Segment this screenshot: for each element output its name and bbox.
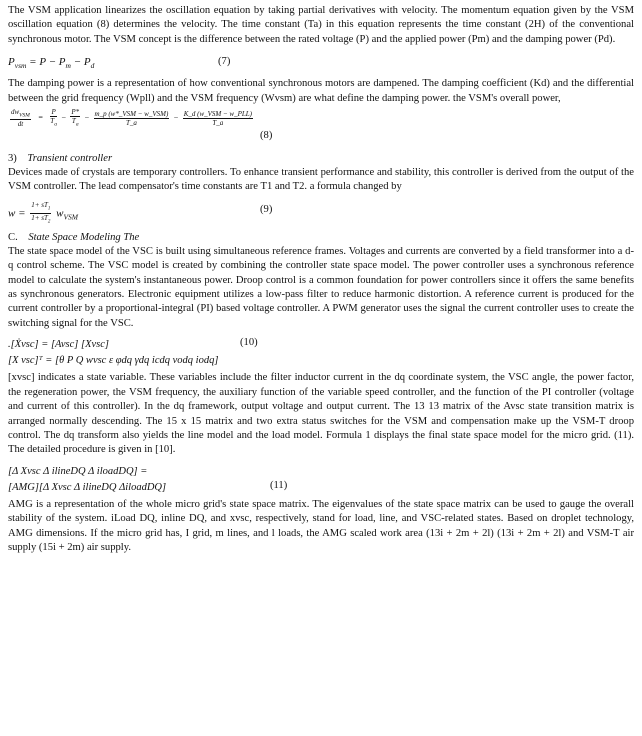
equation-number-8: (8) xyxy=(260,130,273,142)
eq7-sub-m: m xyxy=(65,61,71,71)
eq11-line2: [AMG][Δ Xvsc Δ ilineDQ ΔiloadDQ] xyxy=(8,481,167,493)
paragraph-amg-matrix: AMG is a representation of the whole micro grid's state space matrix. The eigenvalues of the state space matrix can be used to gauge the overall stability of the system. iLoad DQ, inline DQ, and xvsc, respectively, stand for load, line, and VSC-related states. Based on droplet technology, AMG dimensions. If the micro grid has, I grid, m lines, and l loads, the AMG scaled work area (13i + 2m + 2l) (13i + 2m + 2l) and VSM-T air supply (15i + 2m) air supply. xyxy=(8,498,634,553)
equation-8: $\frac{dw_{VSM}}{dt}$ = $\frac{P}{T_a}$ − $\frac{P*}{T_a}$ − $\frac{\text{m\_p (w*\_VSM − w\_VSM)}}{T\_a}$ − $\frac{\text{K\_d (w\_VSM − w\_PLL)}}{T\_a}$ (8) xyxy=(11,108,273,142)
eq7-lhs-sub: vsm xyxy=(14,61,27,71)
heading-title: State Space Modeling The xyxy=(28,231,140,243)
eq7-rhs2: − P xyxy=(73,56,91,69)
eq9-lhs: w = xyxy=(8,207,26,220)
section-heading-transient xyxy=(8,152,634,166)
eq8-term3: $\frac{\text{m\_p (w*\_VSM − w\_VSM)}}{T\_a}$ xyxy=(94,109,169,127)
paragraph-state-variables: [xvsc] indicates a state variable. These variables include the filter inductor current in the dq coordinate system, the VSC angle, the power factor, the regeneration power, the VSM frequency, the auxiliary function of the variable speed controller, and the function of the PI controller (voltage and current of this controller). In the dq framework, output voltage and output current. The 13 13 matrix of the Avsc state transition matrix is arranged normally descending. The 15 x 15 matrix and two extra status switches for the VSM and compensation make up the VSM-T droop control. The dq transform also yields the line model and the load model. Formula 1 displays the final state space model for the micro grid. (11). The detailed procedure is given in [10]. xyxy=(8,372,634,456)
equation-7 xyxy=(8,47,634,77)
eq9-lead-frac: $\frac{1+ sT_1}{1+ sT_2}$ xyxy=(31,200,51,225)
equation-number-10: (10) xyxy=(240,337,258,349)
heading-number: C. xyxy=(8,231,18,243)
eq8-term2: $\frac{P*}{T_a}$ xyxy=(71,108,80,128)
eq8-term1: $\frac{P}{T_a}$ xyxy=(50,108,57,128)
eq9-w: w xyxy=(56,207,64,220)
document-page xyxy=(8,4,634,555)
eq7-lhs: P xyxy=(8,56,15,69)
equation-11 xyxy=(8,458,634,498)
heading-title: Transient controller xyxy=(27,153,113,165)
equation-10 xyxy=(8,331,634,371)
equation-number-11: (11) xyxy=(270,479,288,491)
eq9-w-sub: VSM xyxy=(63,212,79,222)
heading-number: 3) xyxy=(8,153,17,165)
eq10-line1: .[Ẋvsc] = [Avsc] [Xvsc] xyxy=(8,339,109,351)
eq7-rhs: = P − P xyxy=(29,56,66,69)
paragraph-vsm-intro: The VSM application linearizes the oscillation equation by taking partial derivatives with velocity. The momentum equation given by the VSM oscillation equation (8) determines the velocity. The time constant (Ta) in this equation represents the time constant (2H) of the conventional synchronous motor. The VSM concept is the difference between the rated voltage (P) and the applied power (Pm) and the damping power (Pd). xyxy=(8,5,634,45)
equation-number-7: (7) xyxy=(218,56,231,68)
section-heading-state-space xyxy=(8,231,634,245)
paragraph-transient-controller: Devices made of crystals are temporary controllers. To enhance transient performance and stability, this controller is derived from the output of the VSM controller. The lead compensator's time constants are T1 and T2. a formula changed by xyxy=(8,167,634,193)
equation-number-9: (9) xyxy=(260,203,273,215)
eq11-line1: [Δ Xvsc Δ ilineDQ Δ iloadDQ] = xyxy=(8,465,148,477)
paragraph-state-space-model: The state space model of the VSC is built using simultaneous reference frames. Voltages and currents are converted by a field transformer into a d-q control scheme. The VSC model is created by combining the controller state space model. The power controller uses a synchronous reference model to calculate the system's instantaneous power. Droop control is a common foundation for power controllers since it offers the same benefits as synchronous generators. Electronic equipment utilizes a low-pass filter to reduce harmonic distortion. A reference current is produced for the current controller by a proportional-integral (PI) based voltage controller. A PWM generator uses the signal the current controller uses to create the switching signal for the VSC. xyxy=(8,245,634,329)
paragraph-damping-power: The damping power is a representation of how conventional synchronous motors are dampened. The damping coefficient (Kd) and the differential between the grid frequency (Wpll) and the VSM frequency (Wvsm) are what define the damping power. the VSM's overall power, xyxy=(8,78,634,104)
eq10-line2: [X vsc]ᵀ = [θ P Q wvsc ε φdq γdq icdq vodq iodq] xyxy=(8,355,219,367)
eq8-term4: $\frac{\text{K\_d (w\_VSM − w\_PLL)}}{T\_a}$ xyxy=(183,109,252,127)
equation-9 xyxy=(8,195,634,227)
eq8-lhs-frac: $\frac{dw_{VSM}}{dt}$ xyxy=(11,108,30,129)
eq7-sub-d: d xyxy=(90,61,95,71)
